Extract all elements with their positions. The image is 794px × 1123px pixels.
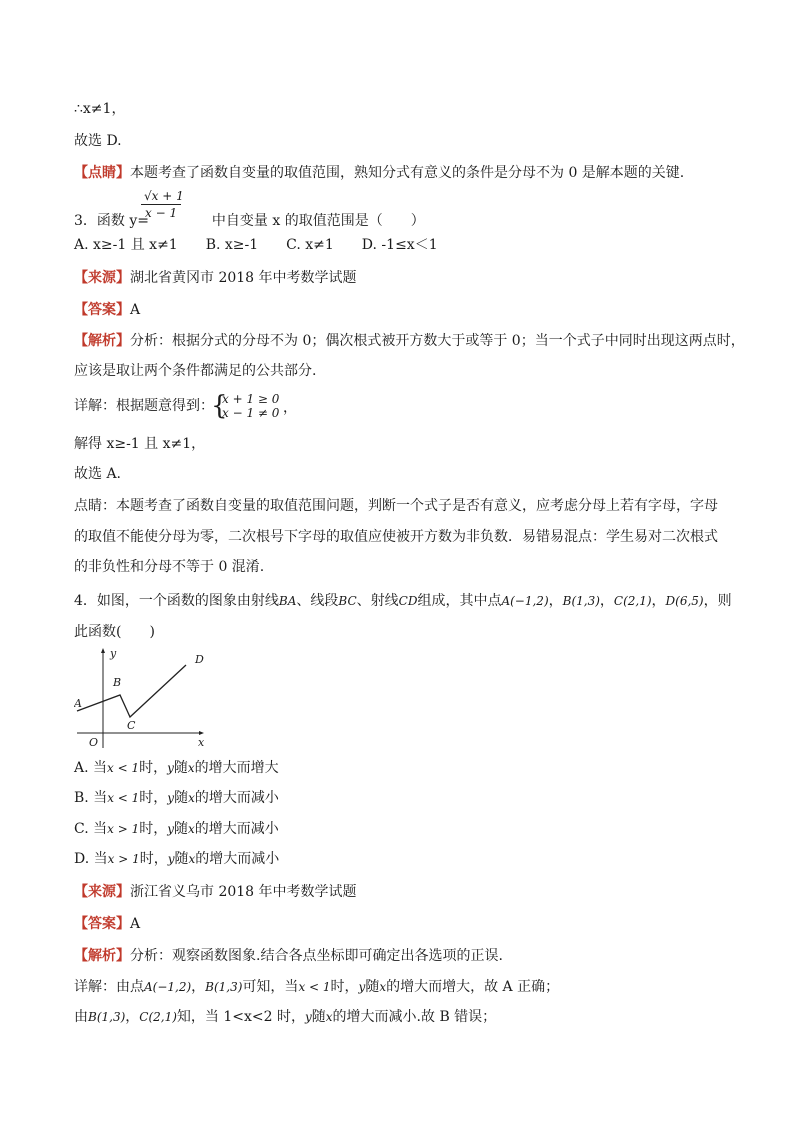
q4-math: BC	[338, 594, 357, 608]
graph-label-o: O	[89, 736, 99, 749]
opt-text: 的增大而增大	[194, 760, 279, 776]
question-3-stem	[74, 211, 425, 231]
q4-text: ，	[599, 593, 614, 609]
note-line	[74, 163, 684, 183]
q4-detail-2	[74, 1007, 496, 1027]
q4-math: BA	[278, 594, 297, 608]
opt-text: 的增大而减小	[194, 821, 279, 837]
opt-math: x > 1	[107, 852, 140, 866]
opt-text: 的增大而减小	[194, 790, 279, 806]
q4-math: B(1,3)	[562, 594, 600, 608]
function-graph	[74, 645, 214, 750]
fraction-bar	[141, 204, 181, 205]
q3-system-eq2: x − 1 ≠ 0	[222, 406, 280, 420]
q3-detail	[74, 396, 214, 416]
text-line: ∴x≠1，	[74, 101, 126, 117]
q4-answer	[74, 914, 140, 934]
detail-text: 由	[74, 1009, 88, 1025]
detail-math: B(1,3)	[88, 1010, 126, 1024]
q3-options: A. x≥-1 且 x≠1 B. x≥-1 C. x≠1 D. -1≤x＜1	[74, 237, 438, 253]
function-line	[77, 665, 186, 717]
q3-detail-prefix: 详解：根据题意得到：	[74, 398, 214, 414]
opt-math: x	[188, 822, 195, 836]
opt-text: D. 当	[74, 851, 108, 867]
q3-answer	[74, 300, 140, 320]
opt-text: C. 当	[74, 821, 108, 837]
note-tag: 【点睛】	[74, 165, 130, 181]
opt-math: x	[188, 791, 195, 805]
graph-label-b: B	[113, 676, 122, 689]
q3-analysis-cont: 应该是取让两个条件都满足的公共部分.	[74, 363, 317, 379]
detail-text: 详解：由点	[74, 979, 144, 995]
opt-text: 时，	[139, 760, 168, 776]
opt-math: y	[167, 852, 175, 866]
opt-text: 时，	[139, 790, 168, 806]
opt-math: x < 1	[107, 791, 140, 805]
detail-text: 知，当 1<x<2 时，	[176, 1009, 305, 1025]
q4-stem-cont: 此函数( )	[74, 624, 155, 640]
opt-text: 随	[174, 790, 189, 806]
source-tag: 【来源】	[74, 884, 130, 900]
detail-math: y	[358, 980, 366, 994]
q4-option-a	[74, 758, 279, 778]
opt-text: 随	[173, 760, 188, 776]
question-4-stem	[74, 591, 732, 611]
source-text: 浙江省义乌市 2018 年中考数学试题	[130, 884, 357, 900]
q4-option-b	[74, 788, 279, 808]
opt-text: 随	[174, 851, 189, 867]
q4-text: 组成，其中点	[417, 593, 502, 609]
graph-label-d: D	[195, 653, 204, 666]
answer-tag: 【答案】	[74, 302, 130, 318]
graph-label-c: C	[127, 719, 136, 732]
opt-text: 时，	[139, 851, 168, 867]
detail-math: x	[325, 1010, 333, 1024]
detail-math: A(−1,2)	[144, 980, 192, 994]
answer-text: A	[130, 302, 141, 318]
detail-text: 时，	[330, 979, 359, 995]
q4-option-c	[74, 819, 279, 839]
graph-label-a: A	[74, 697, 82, 710]
analysis-tag: 【解析】	[74, 948, 130, 964]
detail-text: 可知，当	[242, 979, 299, 995]
q4-text: 、线段	[296, 593, 339, 609]
q3-system-suffix: ，	[283, 400, 297, 416]
source-text: 湖北省黄冈市 2018 年中考数学试题	[130, 270, 357, 286]
q3-system-eq1: x + 1 ≥ 0	[222, 392, 280, 406]
graph-label-y: y	[110, 647, 117, 660]
q4-text: 、射线	[356, 593, 399, 609]
opt-text: A. 当	[74, 760, 108, 776]
q4-text: ，	[548, 593, 563, 609]
q3-note: 的取值不能使分母为零，二次根号下字母的取值应使被开方数为非负数．易错易混点：学生易对二次根式	[74, 529, 718, 545]
detail-text: 的增大而增大，故 A 正确；	[386, 979, 560, 995]
q3-note: 点睛：本题考查了函数自变量的取值范围问题，判断一个式子是否有意义，应考虑分母上若有字母，字母	[74, 498, 718, 514]
note-text: 本题考查了函数自变量的取值范围，熟知分式有意义的条件是分母不为 0 是解本题的关键.	[130, 165, 685, 181]
source-tag: 【来源】	[74, 270, 130, 286]
opt-text: 的增大而减小	[195, 851, 280, 867]
q4-math: A(−1,2)	[501, 594, 549, 608]
detail-text: ，	[125, 1009, 140, 1025]
q3-analysis	[74, 331, 745, 351]
q4-math: D(6,5)	[665, 594, 704, 608]
opt-math: y	[167, 791, 175, 805]
text-line: 故选 D.	[74, 133, 122, 149]
detail-text: 随	[311, 1009, 326, 1025]
q4-text: 4．如图，一个函数的图象由射线	[74, 593, 279, 609]
detail-math: B(1,3)	[205, 980, 243, 994]
opt-text: 时，	[139, 821, 168, 837]
q4-text: ，	[651, 593, 666, 609]
q4-detail-1	[74, 977, 559, 997]
detail-math: y	[304, 1010, 312, 1024]
opt-math: x > 1	[107, 822, 140, 836]
detail-math: x	[379, 980, 387, 994]
analysis-text: 分析：观察函数图象.结合各点坐标即可确定出各选项的正误.	[130, 948, 503, 964]
q3-prefix: 3．函数 y=	[74, 213, 149, 229]
q3-source	[74, 268, 357, 288]
answer-tag: 【答案】	[74, 916, 130, 932]
brace: {	[211, 391, 228, 421]
detail-text: 随	[365, 979, 380, 995]
detail-math: x < 1	[298, 980, 331, 994]
q3-fraction-numerator: √x + 1	[144, 189, 184, 203]
answer-text: A	[130, 916, 141, 932]
detail-text: ，	[191, 979, 206, 995]
q3-choose: 故选 A.	[74, 466, 122, 482]
q4-analysis	[74, 946, 503, 966]
opt-math: x	[187, 761, 195, 775]
q3-suffix: 中自变量 x 的取值范围是（ ）	[211, 213, 425, 229]
analysis-text: 分析：根据分式的分母不为 0；偶次根式被开方数大于或等于 0；当一个式子中同时出现这两点时，	[130, 333, 745, 349]
x-axis-arrow	[199, 731, 204, 735]
q3-solve: 解得 x≥-1 且 x≠1，	[74, 436, 206, 452]
graph-label-x: x	[198, 736, 205, 749]
q3-fraction-denominator: x − 1	[145, 206, 178, 220]
opt-math: x	[188, 852, 196, 866]
q4-option-d	[74, 849, 279, 869]
opt-math: y	[167, 822, 174, 836]
opt-math: x < 1	[107, 761, 140, 775]
opt-text: B. 当	[74, 790, 108, 806]
opt-text: 随	[174, 821, 188, 837]
q4-source	[74, 882, 357, 902]
q4-math: C(2,1)	[613, 594, 652, 608]
analysis-tag: 【解析】	[74, 333, 130, 349]
q3-note: 的非负性和分母不等于 0 混淆.	[74, 559, 265, 575]
y-axis-arrow	[101, 648, 105, 653]
opt-math: y	[167, 761, 174, 775]
q4-math: CD	[398, 594, 418, 608]
detail-text: 的增大而减小.故 B 错误；	[332, 1009, 497, 1025]
q4-text: ，则	[703, 593, 732, 609]
detail-math: C(2,1)	[139, 1010, 177, 1024]
